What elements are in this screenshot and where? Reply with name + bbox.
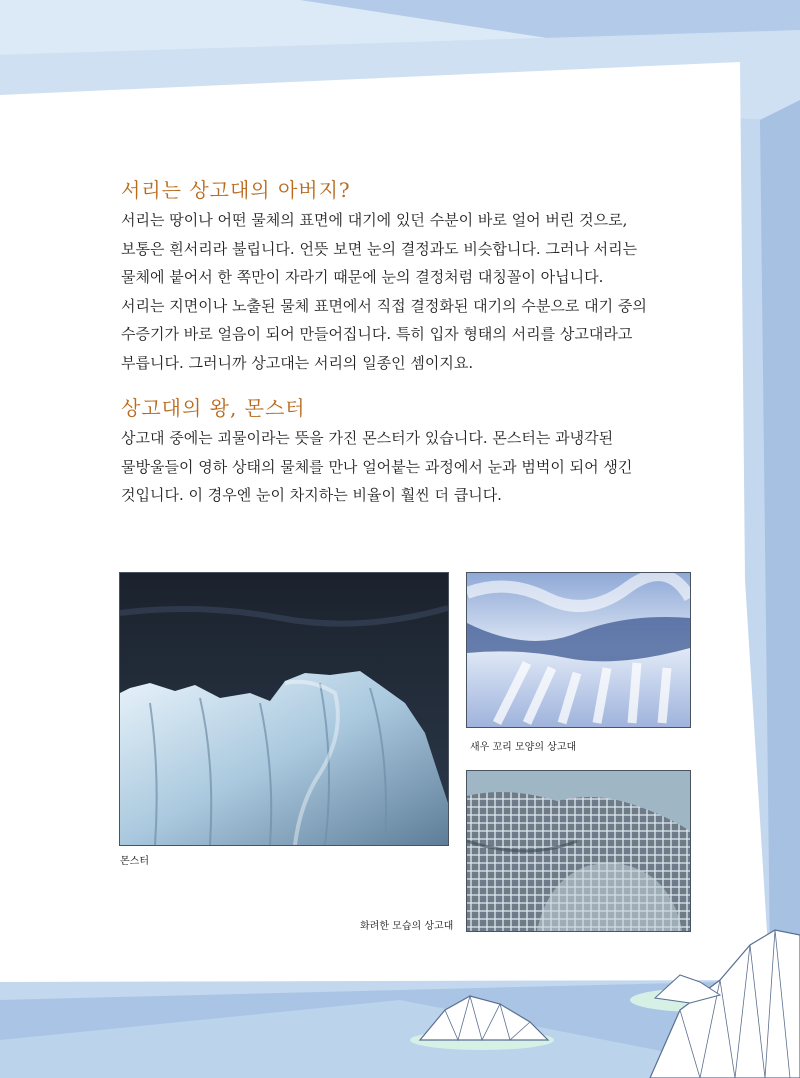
monster-photo-caption: 몬스터 xyxy=(120,856,149,867)
body-line: 서리는 땅이나 어떤 물체의 표면에 대기에 있던 수분이 바로 얼어 버린 것으로, xyxy=(121,211,628,229)
body-line: 상고대 중에는 괴물이라는 뜻을 가진 몬스터가 있습니다. 몬스터는 과냉각된 xyxy=(121,429,614,447)
body-line: 부릅니다. 그러니까 상고대는 서리의 일종인 셈이지요. xyxy=(121,353,474,372)
section-body-monster xyxy=(121,424,632,510)
body-line: 물방울들이 영하 상태의 물체를 만나 얼어붙는 과정에서 눈과 범벅이 되어 생긴 xyxy=(121,457,633,476)
monster-photo xyxy=(119,572,449,846)
splendid-rime-photo xyxy=(466,770,691,932)
shrimp-tail-rime-photo xyxy=(466,572,691,728)
body-line: 것입니다. 이 경우엔 눈이 차지하는 비율이 훨씬 더 큽니다. xyxy=(121,486,502,505)
section-body-frost xyxy=(121,206,647,378)
section-heading-frost: 서리는 상고대의 아버지? xyxy=(121,178,351,202)
body-line: 물체에 붙어서 한 쪽만이 자라기 때문에 눈의 결정처럼 대칭꼴이 아닙니다. xyxy=(121,268,604,287)
shrimp-tail-rime-caption: 새우 꼬리 모양의 상고대 xyxy=(470,742,577,753)
body-line: 보통은 흰서리라 불립니다. 언뜻 보면 눈의 결정과도 비슷합니다. 그러나 서리는 xyxy=(121,239,638,258)
section-heading-monster: 상고대의 왕, 몬스터 xyxy=(121,396,306,420)
splendid-rime-caption: 화려한 모습의 상고대 xyxy=(360,921,454,932)
body-line: 수증기가 바로 얼음이 되어 만들어집니다. 특히 입자 형태의 서리를 상고대라고 xyxy=(121,325,633,344)
body-line: 서리는 지면이나 노출된 물체 표면에서 직접 결정화된 대기의 수분으로 대기 중의 xyxy=(121,296,647,315)
